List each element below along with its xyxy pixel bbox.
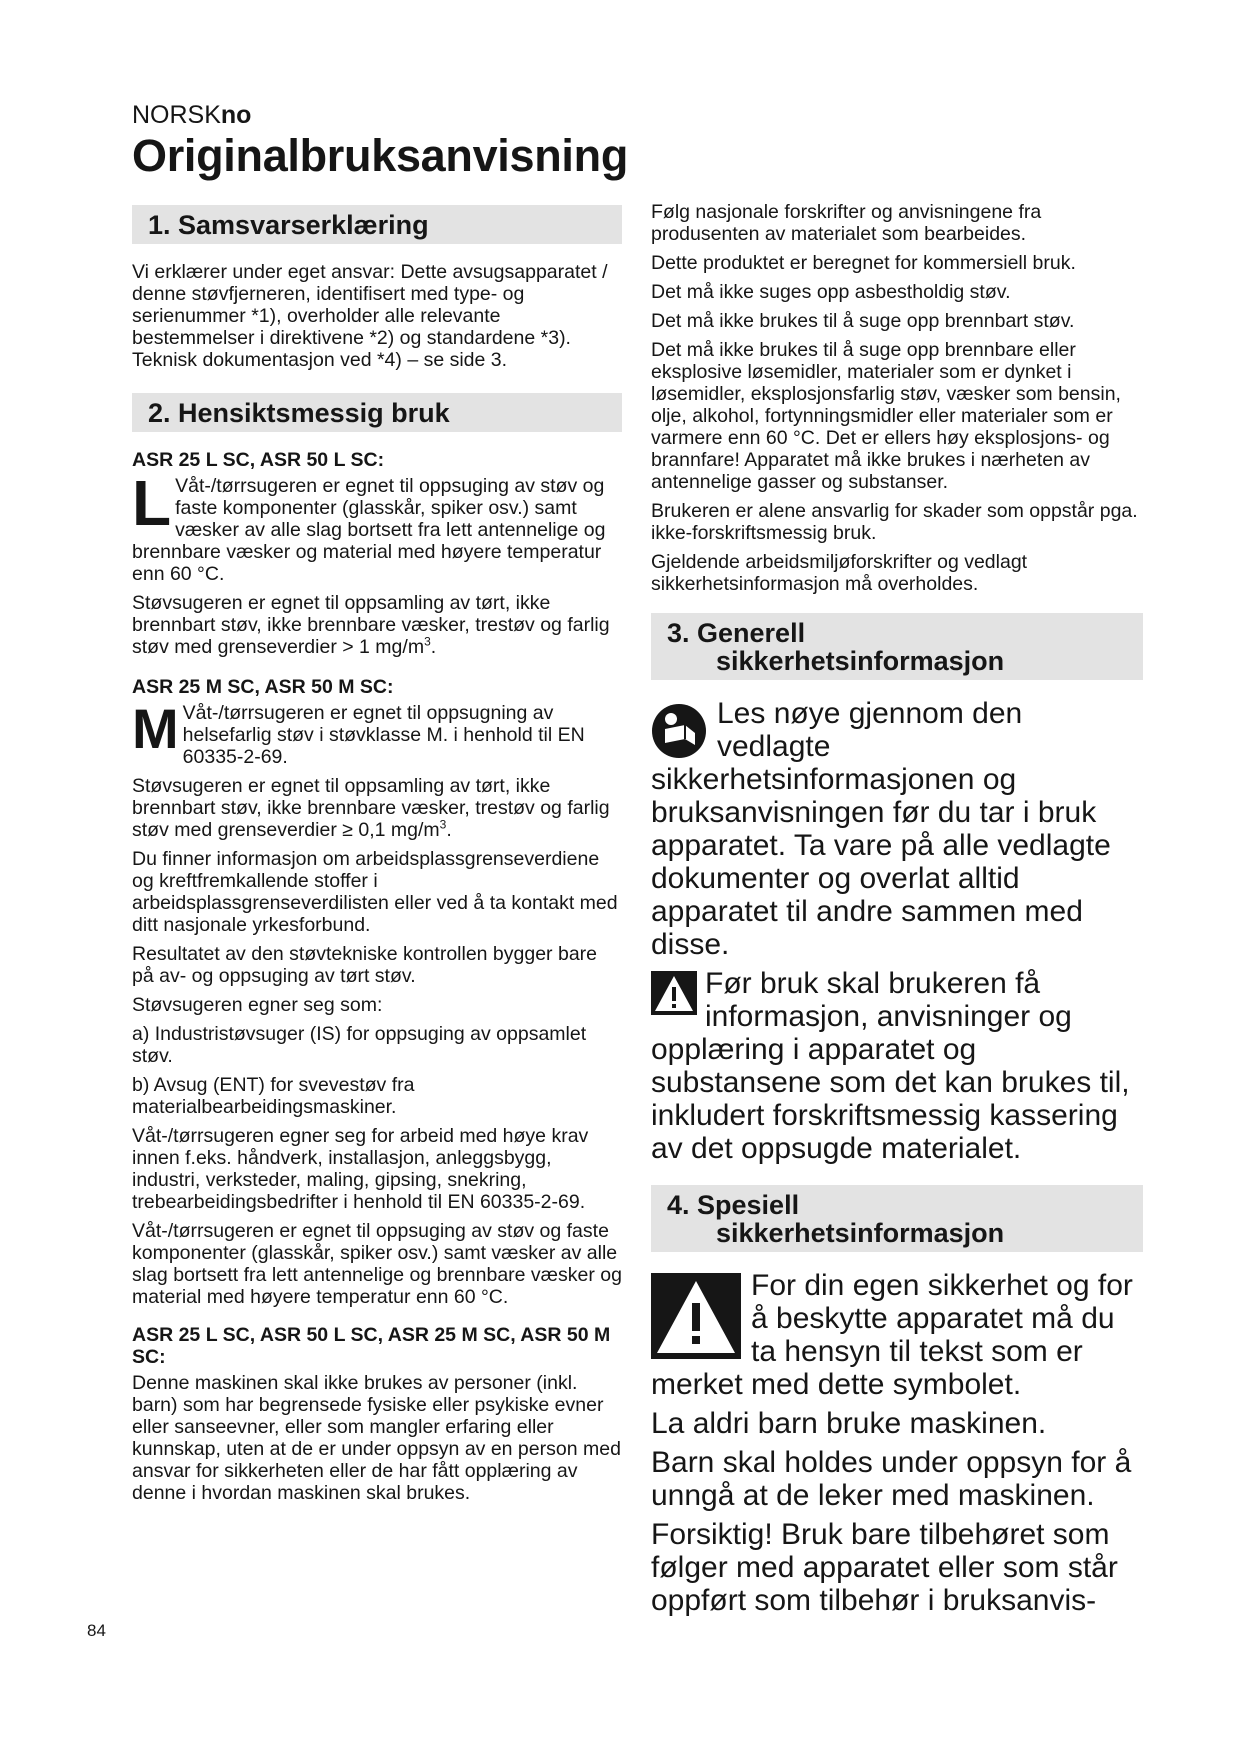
warning-icon	[651, 1273, 741, 1359]
dust-class-m-icon: M	[132, 697, 179, 760]
section-heading-2: 2. Hensiktsmessig bruk	[132, 393, 622, 432]
paragraph-read-manual	[651, 697, 1143, 961]
section-heading-4	[651, 1185, 1143, 1252]
section-4-heading-line2: sikkerhetsinformasjon	[716, 1218, 1005, 1248]
paragraph-result: Resultatet av den støvtekniske kontrollen bygger bare på av- og oppsuging av tørt støv.	[132, 943, 598, 987]
warning-icon	[651, 971, 697, 1015]
read-manual-icon	[651, 703, 707, 759]
section-3-heading-line2: sikkerhetsinformasjon	[716, 646, 1005, 676]
paragraph-children-never: La aldri barn bruke maskinen.	[651, 1407, 1047, 1440]
training-text: Før bruk skal brukeren få informasjon, anvisninger og opplæring i apparatet og substansene som det kan brukes til, inkludert forskriftsmessig kassering av det oppsugde materialet.	[651, 967, 1130, 1165]
read-manual-text: Les nøye gjennom den vedlagte sikkerhetsinformasjonen og bruksanvisningen før du tar i bruk apparatet. Ta vare på alle vedlagte dokumenter og overlat alltid apparatet til andre sammen med disse.	[651, 697, 1111, 961]
paragraph-suction: Våt-/tørrsugeren er egnet til oppsuging av støv og faste komponenter (glasskår, spiker osv.) samt væsker av alle slag bortsett fra lett antennelige og brennbare væsker og material med høyere temperatur enn 60 °C.	[132, 1220, 622, 1308]
language-name: NORSK	[132, 101, 221, 129]
paragraph-persons: Denne maskinen skal ikke brukes av personer (inkl. barn) som har begrensede fysiske eller psykiske evner eller sanseevner, eller som mangler erfaring eller kunnskap, uten at de er under oppsyn av en person med ansvar for sikkerheten eller de har fått opplæring av denne i hvordan maskinen skal brukes.	[132, 1372, 621, 1504]
paragraph-asbestos: Det må ikke suges opp asbestholdig støv.	[651, 281, 1011, 303]
period: .	[446, 819, 452, 841]
paragraph-m-class	[132, 697, 622, 768]
paragraph-limits-info: Du finner informasjon om arbeidsplassgrenseverdiene og kreftfremkallende stoffer i arbeidsplassgrenseverdilisten eller ved å ta kontakt med ditt nasjonale yrkesforbund.	[132, 848, 618, 936]
paragraph-national-rules: Følg nasjonale forskrifter og anvisningene fra produsenten av materialet som bearbeides.	[651, 201, 1042, 245]
superscript-3: 3	[424, 634, 431, 649]
l-dust-text: Støvsugeren er egnet til oppsamling av tørt, ikke brennbart støv, ikke brennbare væsker, trestøv og farlig støv med grenseverdier > 1 mg/m	[132, 592, 610, 658]
subheading-l-models: ASR 25 L SC, ASR 50 L SC:	[132, 449, 385, 471]
page-number: 84	[87, 1621, 106, 1640]
paragraph-solvents: Det må ikke brukes til å suge opp brennbare eller eksplosive løsemidler, materialer som er dynket i løsemidler, eksplosjonsfarlig støv, væsker som bensin, olje, alkohol, fortynningsmidler eller materialer som er varmere enn 60 °C. Det er ellers høy eksplosjons- og brannfare! Apparatet må ikke brukes i nærheten av antennelige gasser og substanser.	[651, 339, 1121, 493]
period: .	[430, 636, 437, 658]
paragraph-training	[651, 967, 1143, 1165]
paragraph-commercial-use: Dette produktet er beregnet for kommersiell bruk.	[651, 252, 1076, 274]
paragraph-responsibility: Brukeren er alene ansvarlig for skader som oppstår pga. ikke-forskriftsmessig bruk.	[651, 500, 1138, 544]
subheading-m-models: ASR 25 M SC, ASR 50 M SC:	[132, 676, 394, 698]
superscript-3: 3	[439, 817, 447, 832]
m-dust-text: Støvsugeren er egnet til oppsamling av tørt, ikke brennbart støv, ikke brennbare væsker, trestøv og farlig støv med grenseverdier ≥ 0,1 mg/m	[132, 775, 610, 841]
paragraph-l-class	[132, 467, 622, 585]
paragraph-l-dust	[132, 592, 622, 658]
page-title: Originalbruksanvisning	[132, 130, 629, 181]
safety-symbol-text: For din egen sikkerhet og for å beskytte apparatet må du ta hensyn til tekst som er merket med dette symbolet.	[651, 1269, 1133, 1401]
subheading-all-models: ASR 25 L SC, ASR 50 L SC, ASR 25 M SC, ASR 50 M SC:	[132, 1324, 611, 1368]
section-heading-3	[651, 613, 1143, 680]
section-4-heading-line1: 4. Spesiell	[667, 1190, 800, 1220]
right-column	[651, 201, 1143, 1623]
m-class-text: Våt-/tørrsugeren er egnet til oppsugning av helsefarlig støv i støvklasse M. i henhold til EN 60335-2-69.	[182, 702, 585, 768]
paragraph-applications: Våt-/tørrsugeren egner seg for arbeid med høye krav innen f.eks. håndverk, installasjon, anleggsbygg, industri, verksteder, maling, gipsing, snekring, trebearbeidingsbedrifter i henhold til EN 60335-2-69.	[132, 1125, 589, 1213]
paragraph-suitable: Støvsugeren egner seg som:	[132, 994, 383, 1016]
declaration-text: Vi erklærer under eget ansvar: Dette avsugsapparatet / denne støvfjerneren, identifisert med type- og serienummer *1), overholder alle relevante bestemmelser i direktivene *2) og standardene *3). Teknisk dokumentasjon ved *4) – se side 3.	[132, 261, 608, 371]
paragraph-flammable-dust: Det må ikke brukes til å suge opp brennbart støv.	[651, 310, 1075, 332]
paragraph-children-supervise: Barn skal holdes under oppsyn for å unngå at de leker med maskinen.	[651, 1446, 1132, 1512]
paragraph-option-a: a) Industristøvsuger (IS) for oppsuging av oppsamlet støv.	[132, 1023, 587, 1067]
paragraph-safety-symbol	[651, 1269, 1143, 1401]
section-3-heading-line1: 3. Generell	[667, 618, 806, 648]
left-column	[132, 205, 622, 1511]
dust-class-l-icon: L	[132, 467, 172, 539]
language-label	[132, 101, 251, 130]
l-class-text: Våt-/tørrsugeren er egnet til oppsuging av støv og faste komponenter (glasskår, spiker osv.) samt væsker av alle slag bortsett fra lett antennelige og brennbare væsker og material med høyere temperatur enn 60 °C.	[132, 475, 606, 585]
section-heading-1: 1. Samsvarserklæring	[132, 205, 622, 244]
paragraph-m-dust	[132, 775, 622, 841]
language-code: no	[220, 101, 252, 129]
paragraph-accessories: Forsiktig! Bruk bare tilbehøret som følger med apparatet eller som står oppført som tilbehør i bruksanvis-	[651, 1518, 1118, 1617]
paragraph-option-b: b) Avsug (ENT) for svevestøv fra materialbearbeidingsmaskiner.	[132, 1074, 415, 1118]
paragraph-regulations: Gjeldende arbeidsmiljøforskrifter og vedlagt sikkerhetsinformasjon må overholdes.	[651, 551, 1028, 595]
